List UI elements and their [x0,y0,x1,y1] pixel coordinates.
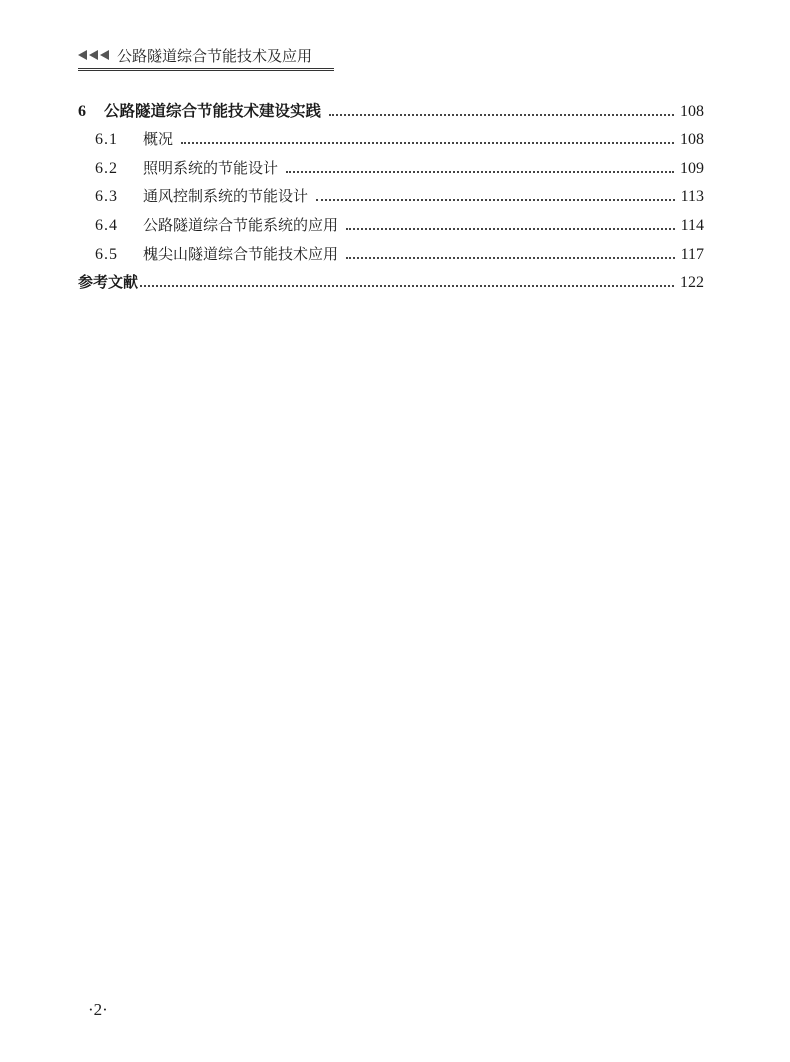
section-page: 113 [680,188,704,206]
section-number: 6.3 [95,188,118,206]
dot-leader [346,228,675,230]
section-title: 概况 [143,130,174,149]
chapter-title: 公路隧道综合节能技术建设实践 [104,101,322,120]
dot-leader [329,114,674,116]
references-page: 122 [680,274,704,292]
toc-section-6-5[interactable] [78,235,704,264]
section-number: 6.1 [95,131,118,149]
section-page: 114 [680,216,704,234]
header-rule [78,68,334,71]
dot-leader [316,199,675,201]
toc-section-6-4[interactable] [78,206,704,235]
toc-section-6-3[interactable] [78,178,704,207]
dot-leader [346,257,675,259]
book-title: 公路隧道综合节能技术及应用 [117,46,313,65]
section-title: 槐尖山隧道综合节能技术应用 [143,244,339,263]
table-of-contents [78,92,704,292]
section-number: 6.5 [95,245,118,263]
section-page: 109 [680,159,704,177]
chapter-page: 108 [680,102,704,120]
section-title: 公路隧道综合节能系统的应用 [143,215,339,234]
dot-leader [140,285,674,287]
references-title: 参考文献 [78,273,139,292]
triple-left-triangle-icon [78,50,111,60]
section-number: 6.4 [95,216,118,234]
section-title: 照明系统的节能设计 [143,158,279,177]
chapter-number: 6 [78,102,86,120]
page-number: ·2· [88,1000,108,1019]
toc-references[interactable] [78,264,704,293]
toc-chapter-6[interactable] [78,92,704,121]
section-page: 117 [680,245,704,263]
section-title: 通风控制系统的节能设计 [143,187,309,206]
toc-section-6-2[interactable] [78,149,704,178]
section-number: 6.2 [95,159,118,177]
running-header [78,44,312,66]
dot-leader [181,142,674,144]
toc-section-6-1[interactable] [78,121,704,150]
dot-leader [286,171,674,173]
section-page: 108 [680,131,704,149]
